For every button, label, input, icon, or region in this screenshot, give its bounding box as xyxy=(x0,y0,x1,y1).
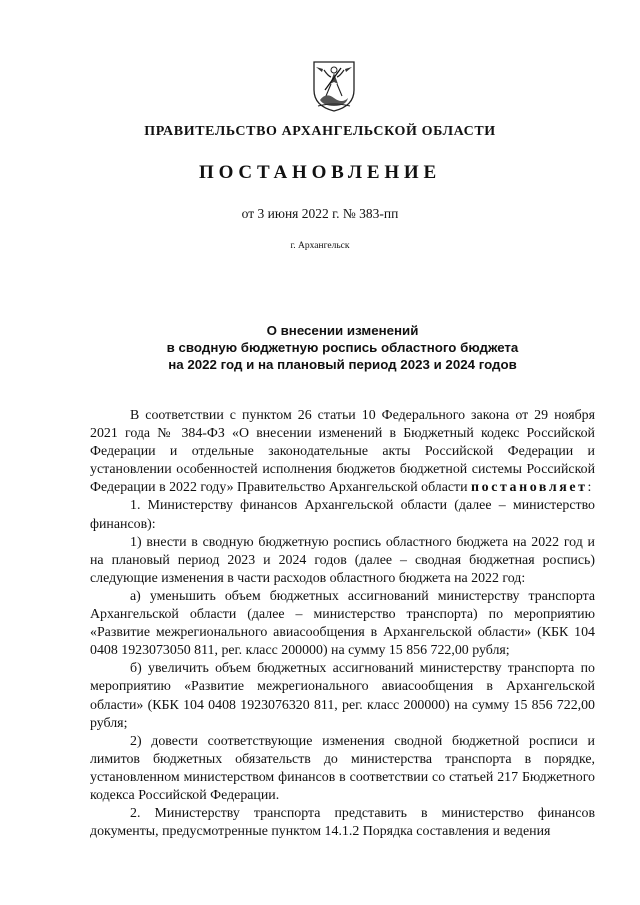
document-city: г. Архангельск xyxy=(290,241,350,251)
title-line: на 2022 год и на плановый период 2023 и 2024 годов xyxy=(168,357,517,372)
document-type: ПОСТАНОВЛЕНИЕ xyxy=(199,162,441,183)
organization-name: ПРАВИТЕЛЬСТВО АРХАНГЕЛЬСКОЙ ОБЛАСТИ xyxy=(144,124,496,139)
resolve-colon: : xyxy=(587,480,592,496)
paragraph-2: 2. Министерству транспорта представить в министерство финансов документы, предусмотренные пунктом 14.1.2 Порядка составления и ведения xyxy=(90,806,595,840)
paragraph-1-1-b: б) увеличить объем бюджетных ассигнований министерству транспорта по мероприятию «Развитие межрегионального авиасообщения в Архангельской области» (КБК 104 0408 1923076320 811, рег. класс 200000) на сумму 15 856 722,00 рубля; xyxy=(90,661,595,731)
document-body xyxy=(90,407,595,841)
arkhangelsk-coat-of-arms-icon xyxy=(312,60,356,112)
paragraph-1-2: 2) довести соответствующие изменения сводной бюджетной росписи и лимитов бюджетных обязательств до министерства транспорта в порядке, установленном министерством финансов в соответствии со статьей 217 Бюджетного кодекса Российской Федерации. xyxy=(90,733,595,803)
paragraph-1: 1. Министерству финансов Архангельской области (далее – министерство финансов): xyxy=(90,498,595,532)
intro-paragraph xyxy=(90,407,595,497)
paragraph-1-1: 1) внести в сводную бюджетную роспись областного бюджета на 2022 год и на плановый период 2023 и 2024 годов (далее – сводная бюджетная роспись) следующие изменения в части расходов областного бюджета на 2022 год: xyxy=(90,534,595,586)
document-title xyxy=(90,322,595,373)
document-date-number: от 3 июня 2022 г. № 383-пп xyxy=(241,206,399,221)
intro-text: В соответствии с пунктом 26 статьи 10 Федерального закона от 29 ноября 2021 года № 384-ФЗ «О внесении изменений в Бюджетный кодекс Российской Федерации и отдельные законодательные акты Российской Федерации и установлении особенностей исполнения бюджетов бюджетной системы Российской Федерации в 2022 году» Правительство Архангельской области xyxy=(90,408,595,496)
paragraph-1-1-a: а) уменьшить объем бюджетных ассигнований министерству транспорта Архангельской области (далее – министерство транспорта) по мероприятию «Развитие межрегионального авиасообщения в Архангельской области» (КБК 104 0408 1923073050 811, рег. класс 200000) на сумму 15 856 722,00 рубля; xyxy=(90,588,595,659)
resolve-word: постановляет xyxy=(471,480,588,496)
title-line: О внесении изменений xyxy=(266,323,419,338)
title-line: в сводную бюджетную роспись областного бюджета xyxy=(166,340,519,355)
